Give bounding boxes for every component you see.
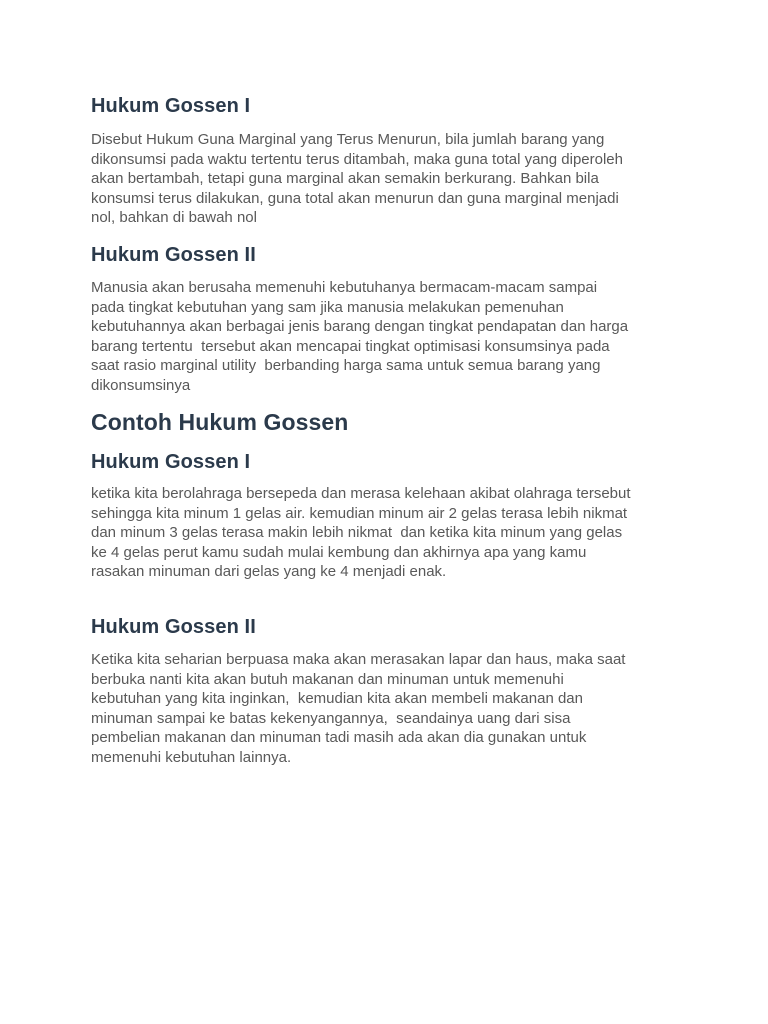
paragraph-line: dan minum 3 gelas terasa makin lebih nikmat dan ketika kita minum yang gelas: [91, 524, 623, 541]
paragraph-hukum-gossen-1: [91, 130, 691, 228]
paragraph-line: ketika kita berolahraga bersepeda dan merasa kelehaan akibat olahraga tersebut: [91, 485, 631, 502]
section-heading-hukum-gossen-2: Hukum Gossen II: [91, 244, 256, 266]
section-heading-contoh-gossen-2: Hukum Gossen II: [91, 616, 256, 638]
paragraph-line: memenuhi kebutuhan lainnya.: [91, 748, 292, 766]
paragraph-line: berbuka nanti kita akan butuh makanan dan minuman untuk memenuhi: [91, 670, 564, 688]
paragraph-line: pembelian makanan dan minuman tadi masih ada akan dia gunakan untuk: [91, 729, 587, 746]
paragraph-line: Manusia akan berusaha memenuhi kebutuhanya bermacam-macam sampai: [91, 279, 598, 296]
paragraph-hukum-gossen-2: [91, 278, 691, 395]
section-heading-contoh-gossen-1: Hukum Gossen I: [91, 451, 251, 473]
paragraph-line: Ketika kita seharian berpuasa maka akan merasakan lapar dan haus, maka saat: [91, 651, 626, 668]
paragraph-contoh-gossen-2: [91, 650, 691, 767]
paragraph-line: kebutuhannya akan berbagai jenis barang dengan tingkat pendapatan dan harga: [91, 318, 629, 335]
paragraph-line: konsumsi terus dilakukan, guna total akan menurun dan guna marginal menjadi: [91, 189, 619, 207]
paragraph-line: Disebut Hukum Guna Marginal yang Terus Menurun, bila jumlah barang yang: [91, 131, 605, 148]
paragraph-line: dikonsumsinya: [91, 376, 191, 394]
paragraph-line: kebutuhan yang kita inginkan, kemudian kita akan membeli makanan dan: [91, 690, 583, 707]
paragraph-line: saat rasio marginal utility berbanding harga sama untuk semua barang yang: [91, 357, 601, 374]
section-heading-hukum-gossen-1: Hukum Gossen I: [91, 95, 251, 117]
paragraph-line: sehingga kita minum 1 gelas air. kemudian minum air 2 gelas terasa lebih nikmat: [91, 504, 628, 522]
section-heading-contoh-hukum-gossen: Contoh Hukum Gossen: [91, 409, 349, 435]
paragraph-line: pada tingkat kebutuhan yang sam jika manusia melakukan pemenuhan: [91, 298, 564, 316]
paragraph-line: barang tertentu tersebut akan mencapai tingkat optimisasi konsumsinya pada: [91, 337, 610, 355]
paragraph-line: nol, bahkan di bawah nol: [91, 209, 257, 226]
paragraph-contoh-gossen-1: [91, 484, 691, 582]
paragraph-line: akan bertambah, tetapi guna marginal akan semakin berkurang. Bahkan bila: [91, 170, 599, 187]
paragraph-line: ke 4 gelas perut kamu sudah mulai kembung dan akhirnya apa yang kamu: [91, 543, 587, 561]
paragraph-line: dikonsumsi pada waktu tertentu terus ditambah, maka guna total yang diperoleh: [91, 150, 623, 168]
paragraph-line: minuman sampai ke batas kekenyangannya, seandainya uang dari sisa: [91, 709, 571, 727]
paragraph-line: rasakan minuman dari gelas yang ke 4 menjadi enak.: [91, 563, 447, 580]
